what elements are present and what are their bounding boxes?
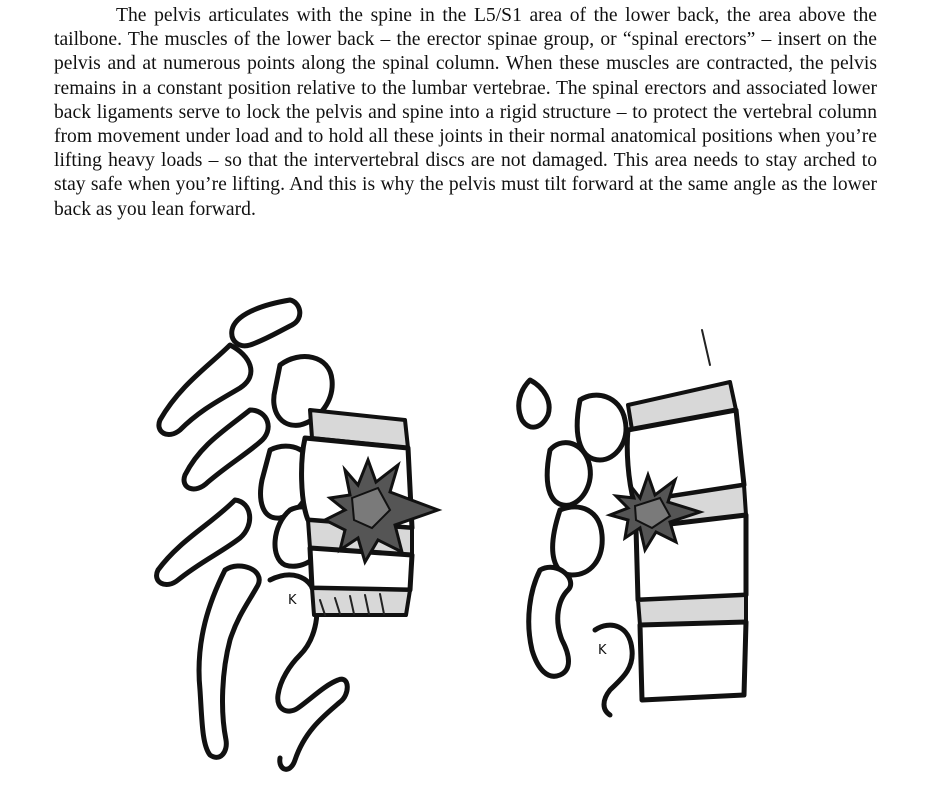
right-articular-2 [547,443,590,506]
right-marker: K [598,643,607,658]
left-upper-process [232,300,300,346]
right-lower-process [529,567,571,676]
right-pedicle [553,507,603,575]
left-disc-3 [312,588,410,615]
left-vertebral-body-2 [310,548,412,590]
left-lower-process [199,566,259,757]
body-paragraph: The pelvis articulates with the spine in the L5/S1 area of the lower back, the area above the tailbone. The muscles of the lower back – the erector spinae group, or “spinal erectors” – insert on the pelvis and at numerous points along the spinal column. When these muscles are contracted, the pelvis remains in a constant position relative to the lumbar vertebrae. The spinal erectors and associated lower back ligaments serve to lock the pelvis and spine into a rigid structure – to protect the vertebral column from movement under load and to hold all these joints in their normal anatomical positions when you’re lifting heavy loads – so that the intervertebral discs are not damaged. This area needs to stay arched to stay safe when you’re lifting. And this is why the pelvis must tilt forward at the same angle as the lower back as you lean forward. [54,5,877,220]
right-spine-drawing [519,330,746,715]
left-spine-drawing [157,300,438,769]
right-vertebral-body-3 [640,622,746,700]
right-upper-process [519,380,549,427]
spine-illustration [140,270,780,790]
left-marker: K [288,593,297,608]
spine-illustration-svg [140,270,780,790]
right-sacral-arch [595,625,632,715]
right-top-line [702,330,710,365]
left-spinous-process-2 [184,410,268,489]
